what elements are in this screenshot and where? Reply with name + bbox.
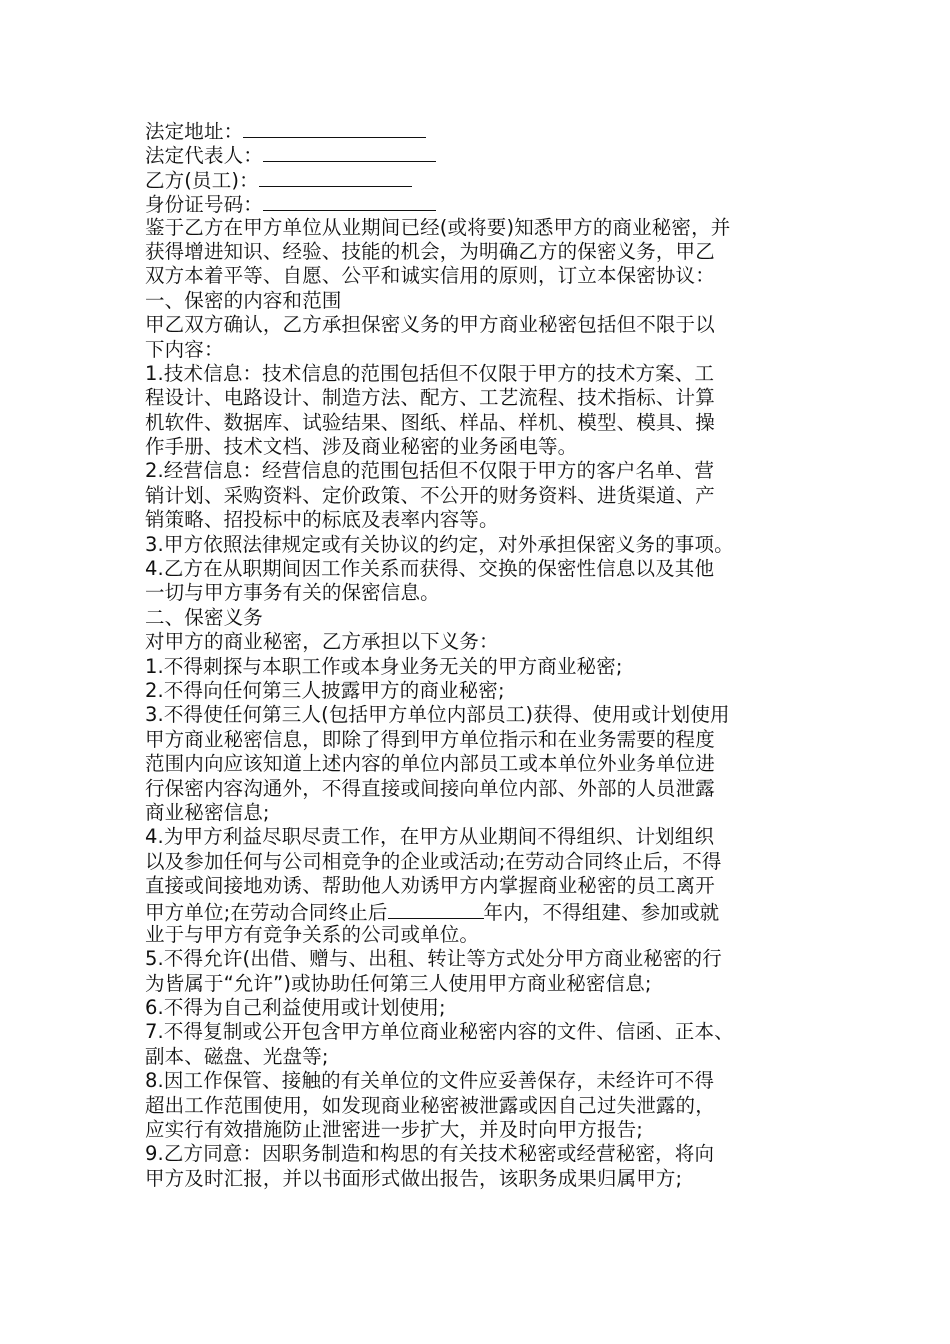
line-text: 甲方单位;在劳动合同终止后 — [145, 900, 388, 924]
text-line — [145, 1118, 825, 1142]
line-text: 4.为甲方利益尽职尽责工作，在甲方从业期间不得组织、计划组织 — [145, 825, 715, 849]
fill-in-blank — [388, 899, 484, 919]
text-line — [145, 996, 825, 1020]
text-line — [145, 264, 825, 288]
text-line — [145, 801, 825, 825]
line-text: 为皆属于“允许”)或协助任何第三人使用甲方商业秘密信息; — [145, 971, 652, 995]
text-line — [145, 1167, 825, 1191]
fill-in-blank — [263, 142, 436, 162]
text-line — [145, 1094, 825, 1118]
text-line — [145, 484, 825, 508]
text-line — [145, 167, 825, 191]
line-text: 一、保密的内容和范围 — [145, 288, 342, 312]
line-text: 甲方及时汇报，并以书面形式做出报告，该职务成果归属甲方; — [145, 1166, 683, 1190]
line-text: 2.经营信息：经营信息的范围包括但不仅限于甲方的客户名单、营 — [145, 459, 715, 483]
line-text: 年内，不得组建、参加或就 — [483, 900, 720, 924]
line-text: 程设计、电路设计、制造方法、配方、工艺流程、技术指标、计算 — [145, 386, 715, 410]
text-line — [145, 874, 825, 898]
text-line — [145, 630, 825, 654]
text-line — [145, 752, 825, 776]
line-text: 3.不得使任何第三人(包括甲方单位内部员工)获得、使用或计划使用 — [145, 703, 730, 727]
line-text: 业于与甲方有竞争关系的公司或单位。 — [145, 922, 480, 946]
line-text: 商业秘密信息; — [145, 800, 270, 824]
text-line — [145, 362, 825, 386]
line-text: 作手册、技术文档、涉及商业秘密的业务函电等。 — [145, 435, 578, 459]
fill-in-blank — [259, 167, 413, 187]
line-text: 6.不得为自己利益使用或计划使用; — [145, 996, 446, 1020]
line-text: 鉴于乙方在甲方单位从业期间已经(或将要)知悉甲方的商业秘密，并 — [145, 215, 731, 239]
line-text: 二、保密义务 — [145, 605, 263, 629]
text-line — [145, 947, 825, 971]
line-text: 获得增进知识、经验、技能的机会，为明确乙方的保密义务，甲乙 — [145, 239, 715, 263]
line-text: 甲乙双方确认，乙方承担保密义务的甲方商业秘密包括但不限于以 — [145, 313, 715, 337]
line-text: 对甲方的商业秘密，乙方承担以下义务： — [145, 630, 499, 654]
line-text: 甲方商业秘密信息，即除了得到甲方单位指示和在业务需要的程度 — [145, 727, 715, 751]
text-line — [145, 533, 825, 557]
text-line — [145, 459, 825, 483]
text-line — [145, 435, 825, 459]
line-text: 销策略、招投标中的标底及表率内容等。 — [145, 508, 499, 532]
text-line — [145, 777, 825, 801]
line-text: 双方本着平等、自愿、公平和诚实信用的原则，订立本保密协议： — [145, 264, 715, 288]
text-line — [145, 850, 825, 874]
text-line — [145, 240, 825, 264]
text-line — [145, 1045, 825, 1069]
line-text: 3.甲方依照法律规定或有关协议的约定，对外承担保密义务的事项。 — [145, 532, 734, 556]
text-line — [145, 1069, 825, 1093]
line-text: 5.不得允许(出借、赠与、出租、转让等方式处分甲方商业秘密的行 — [145, 947, 722, 971]
text-line — [145, 216, 825, 240]
line-text: 1.技术信息：技术信息的范围包括但不仅限于甲方的技术方案、工 — [145, 361, 715, 385]
line-text: 法定代表人： — [145, 144, 263, 168]
line-text: 直接或间接地劝诱、帮助他人劝诱甲方内掌握商业秘密的员工离开 — [145, 874, 715, 898]
line-text: 行保密内容沟通外，不得直接或间接向单位内部、外部的人员泄露 — [145, 776, 715, 800]
text-line — [145, 313, 825, 337]
line-text: 2.不得向任何第三人披露甲方的商业秘密; — [145, 678, 505, 702]
line-text: 销计划、采购资料、定价政策、不公开的财务资料、进货渠道、产 — [145, 483, 715, 507]
text-line — [145, 679, 825, 703]
line-text: 乙方(员工)： — [145, 168, 259, 192]
line-text: 副本、磁盘、光盘等; — [145, 1044, 329, 1068]
text-line — [145, 1020, 825, 1044]
text-line — [145, 703, 825, 727]
line-text: 机软件、数据库、试验结果、图纸、样品、样机、模型、模具、操 — [145, 410, 715, 434]
line-text: 9.乙方同意：因职务制造和构思的有关技术秘密或经营秘密，将向 — [145, 1142, 715, 1166]
line-text: 法定地址： — [145, 120, 244, 143]
line-text: 4.乙方在从职期间因工作关系而获得、交换的保密性信息以及其他 — [145, 557, 715, 581]
line-text: 下内容： — [145, 337, 224, 361]
line-text: 7.不得复制或公开包含甲方单位商业秘密内容的文件、信函、正本、 — [145, 1020, 734, 1044]
fill-in-blank — [243, 118, 425, 138]
line-text: 超出工作范围使用，如发现商业秘密被泄露或因自己过失泄露的， — [145, 1093, 715, 1117]
text-line — [145, 899, 825, 923]
text-line — [145, 1142, 825, 1166]
text-line — [145, 411, 825, 435]
text-line — [145, 972, 825, 996]
text-line — [145, 581, 825, 605]
text-line — [145, 386, 825, 410]
line-text: 应实行有效措施防止泄密进一步扩大，并及时向甲方报告; — [145, 1118, 643, 1142]
text-line — [145, 508, 825, 532]
text-line — [145, 557, 825, 581]
text-line — [145, 606, 825, 630]
text-line — [145, 289, 825, 313]
text-line — [145, 923, 825, 947]
text-line — [145, 191, 825, 215]
fill-in-blank — [263, 191, 436, 211]
text-line — [145, 825, 825, 849]
line-text: 以及参加任何与公司相竞争的企业或活动;在劳动合同终止后，不得 — [145, 849, 722, 873]
text-line — [145, 655, 825, 679]
text-line — [145, 728, 825, 752]
text-line — [145, 338, 825, 362]
line-text: 身份证号码： — [145, 193, 263, 217]
text-line — [145, 142, 825, 166]
line-text: 一切与甲方事务有关的保密信息。 — [145, 581, 440, 605]
text-line — [145, 118, 825, 142]
line-text: 1.不得刺探与本职工作或本身业务无关的甲方商业秘密; — [145, 654, 623, 678]
line-text: 8.因工作保管、接触的有关单位的文件应妥善保存，未经许可不得 — [145, 1069, 715, 1093]
document-body — [145, 118, 825, 1191]
line-text: 范围内向应该知道上述内容的单位内部员工或本单位外业务单位进 — [145, 752, 715, 776]
